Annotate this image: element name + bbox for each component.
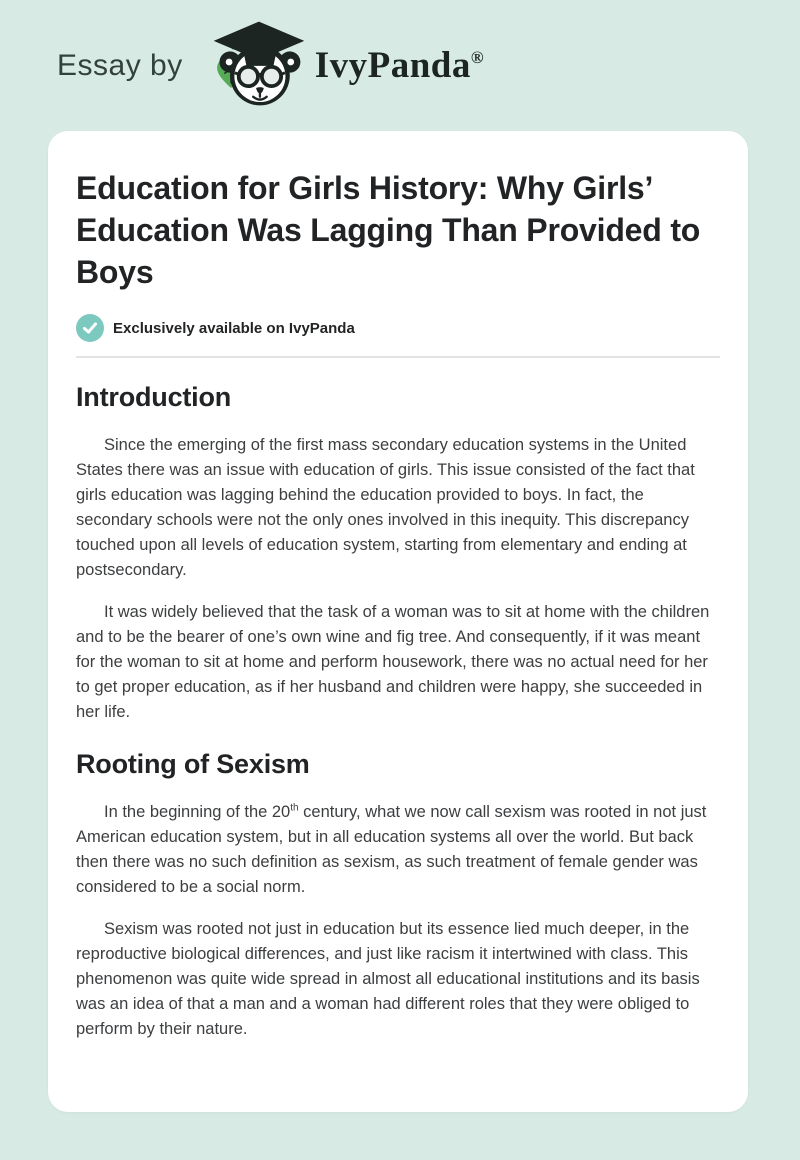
registered-mark: ® <box>470 48 485 67</box>
section-heading-introduction: Introduction <box>76 382 232 412</box>
section-heading-rooting-of-sexism: Rooting of Sexism <box>76 749 310 779</box>
paragraph: Since the emerging of the first mass secondary education systems in the United States there was an issue with education of girls. This issue consisted of the fact that girls education was lagging behind the education provided to boys. In fact, the secondary schools were not the only ones involved in this inequity. This discrepancy touched upon all levels of education system, starting from elementary and ending at postsecondary. <box>76 436 695 579</box>
site-header <box>0 0 800 131</box>
paragraph: Sexism was rooted not just in education but its essence lied much deeper, in the reproductive biological differences, and just like racism it intertwined with class. This phenomenon was quite wide spread in almost all educational institutions and its basis was an idea of that a man and a woman had different roles that they were obliged to perform by their nature. <box>76 920 700 1038</box>
divider <box>76 356 720 358</box>
ordinal-superscript: th <box>290 802 299 814</box>
exclusive-badge <box>76 314 720 342</box>
paragraph-text: century, what we now call sexism was rooted in not just American education system, but in all education systems all over the world. But back then there was no such definition as sexism, as such treatment of female gender was considered to be a social norm. <box>76 803 707 896</box>
article-card <box>48 131 748 1112</box>
page-title: Education for Girls History: Why Girls’ Education Was Lagging Than Provided to Boys <box>76 170 701 290</box>
badge-text: Exclusively available on IvyPanda <box>113 319 355 337</box>
paragraph-text: In the beginning of the 20 <box>104 803 291 821</box>
panda-graduate-logo-icon <box>205 20 311 106</box>
paragraph: It was widely believed that the task of a woman was to sit at home with the children and to be the bearer of one’s own wine and fig tree. And consequently, if it was meant for the woman to sit at home and perform housework, there was no actual need for her to get proper education, as if her husband and children were happy, she succeeded in her life. <box>76 603 710 721</box>
brand-name-text: IvyPanda <box>314 45 471 86</box>
brand-link[interactable] <box>183 26 484 106</box>
brand-name <box>315 44 484 87</box>
check-icon <box>76 314 104 342</box>
paragraph <box>76 800 720 900</box>
essay-by-label: Essay by <box>57 48 183 82</box>
